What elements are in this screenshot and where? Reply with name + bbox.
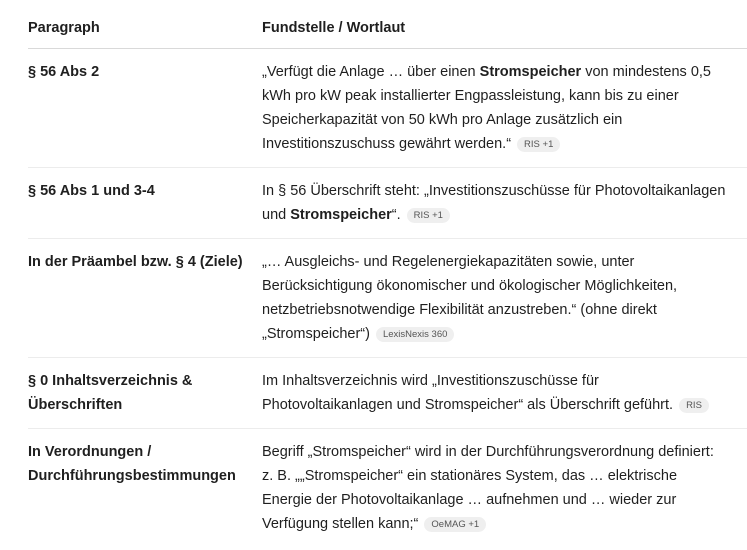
table-row bbox=[28, 168, 747, 239]
row-paragraph: § 0 Inhaltsverzeichnis & Überschriften bbox=[28, 358, 262, 429]
text-part: Begriff „Stromspeicher“ wird in der Durchführungsverordnung definiert: z. B. „„Stromspeicher“ ein stationäres System, das … elektrische Energie der Photovoltaikanlage … aufnehmen und … wieder zur Verfügung stellen kann;“ bbox=[262, 444, 714, 532]
row-text bbox=[262, 429, 747, 548]
row-paragraph: In der Präambel bzw. § 4 (Ziele) bbox=[28, 239, 262, 358]
source-badge[interactable]: RIS +1 bbox=[407, 208, 450, 223]
reference-table bbox=[28, 8, 747, 547]
text-part: „Verfügt die Anlage … über einen bbox=[262, 64, 480, 80]
row-paragraph: § 56 Abs 1 und 3-4 bbox=[28, 168, 262, 239]
header-paragraph: Paragraph bbox=[28, 8, 262, 49]
row-text bbox=[262, 49, 747, 168]
table-row bbox=[28, 239, 747, 358]
row-text bbox=[262, 168, 747, 239]
row-paragraph: § 56 Abs 2 bbox=[28, 49, 262, 168]
table-header-row bbox=[28, 8, 747, 49]
text-part: „… Ausgleichs- und Regelenergiekapazitäten sowie, unter Berücksichtigung ökonomischer und ökologischer Möglichkeiten, netzbetriebsnotwendige Flexibilität anzustreben.“ (ohne direkt „Stromspeicher“) bbox=[262, 254, 678, 342]
source-badge[interactable]: RIS bbox=[679, 398, 709, 413]
table-row bbox=[28, 429, 747, 548]
text-bold: Stromspeicher bbox=[479, 64, 582, 80]
header-fundstelle: Fundstelle / Wortlaut bbox=[262, 8, 747, 49]
source-badge[interactable]: OeMAG +1 bbox=[424, 517, 486, 532]
text-bold: Stromspeicher bbox=[290, 207, 392, 223]
table-row bbox=[28, 358, 747, 429]
text-part: Im Inhaltsverzeichnis wird „Investitionszuschüsse für Photovoltaikanlagen und Stromspeicher“ als Überschrift geführt. bbox=[262, 373, 674, 413]
row-text bbox=[262, 239, 747, 358]
table-row bbox=[28, 49, 747, 168]
row-paragraph: In Verordnungen / Durchführungsbestimmungen bbox=[28, 444, 236, 484]
source-badge[interactable]: LexisNexis 360 bbox=[376, 327, 454, 342]
text-part: von mindestens 0,5 kWh pro kW peak installierter Engpassleistung, kann bis zu einer Speicherkapazität von 50 kWh pro Anlage zusätzlich ein Investitionszuschuss gewährt werden.“ bbox=[262, 64, 711, 152]
text-part: “. bbox=[391, 207, 401, 223]
row-text bbox=[262, 358, 747, 429]
source-badge[interactable]: RIS +1 bbox=[517, 137, 560, 152]
text-part: In § 56 Überschrift steht: „Investitionszuschüsse für Photovoltaikanlagen und bbox=[262, 183, 726, 223]
